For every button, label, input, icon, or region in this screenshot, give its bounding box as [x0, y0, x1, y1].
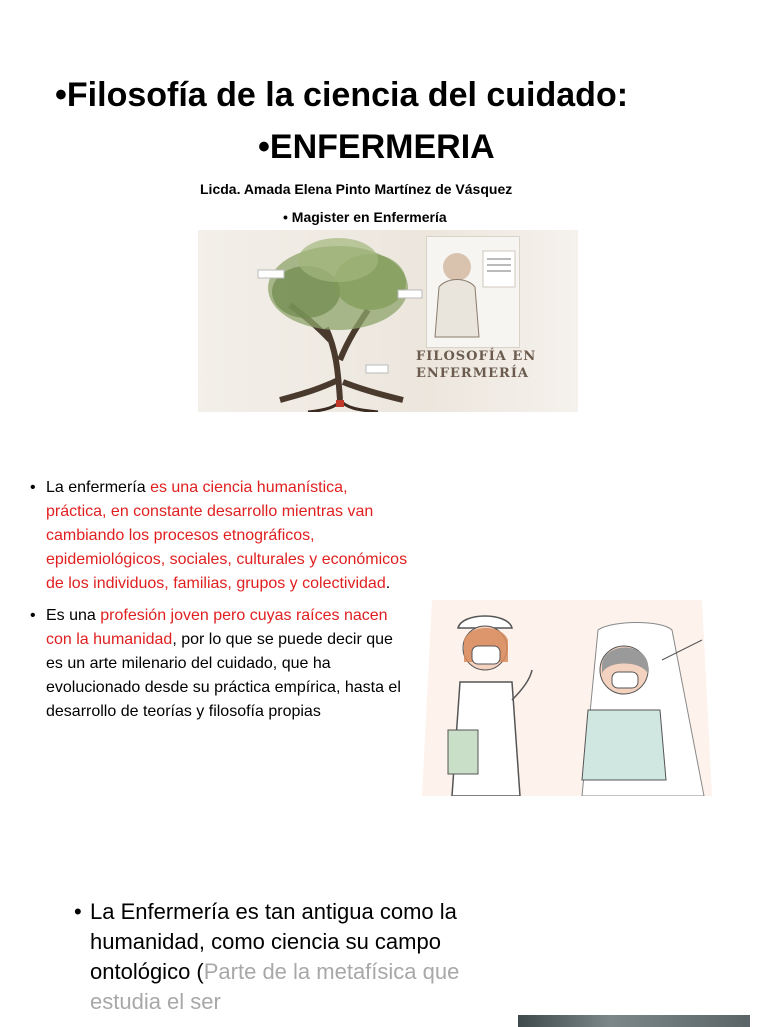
title-line-1: •Filosofía de la ciencia del cuidado: — [55, 76, 629, 114]
nurse-patient-drawing — [412, 590, 716, 796]
tree-illustration — [198, 230, 578, 412]
nurse-portrait-illustration — [427, 237, 519, 347]
bullet-item-2: • Es una profesión joven pero cuyas raíces nacen con la humanidad, por lo que se puede decir que es un arte milenario del cuidado, que ha evolucionado desde su práctica empírica, hasta el desarrollo de teorías y filosofía propias — [28, 604, 408, 724]
author-degree: • Magister en Enfermería — [283, 209, 447, 225]
hero-caption-line-1: FILOSOFÍA EN — [416, 349, 537, 364]
paragraph-3-text: La Enfermería es tan antigua como la humanidad, como ciencia su campo ontológico ( — [90, 899, 457, 984]
author-name: Licda. Amada Elena Pinto Martínez de Vásquez — [200, 181, 513, 197]
next-slide-thumbnail — [518, 1015, 750, 1027]
highlight-red-2: profesión joven pero cuyas raíces nacen con la humanidad — [46, 607, 388, 648]
nurse-patient-illustration — [412, 590, 716, 796]
paragraph-3 — [74, 897, 514, 1017]
paragraph-3-gray-text: Parte de la metafísica que estudia el ser — [90, 959, 460, 1014]
book-cover — [426, 236, 520, 348]
paragraph-3-bullet: • — [74, 899, 82, 924]
hero-caption-line-2: ENFERMERÍA — [416, 366, 530, 381]
bullet-list — [28, 476, 408, 732]
bullet-item-1: • La enfermería es una ciencia humanística, práctica, en constante desarrollo mientras van cambiando los procesos etnográficos, epidemiológicos, sociales, culturales y económicos de los individuos, familias, grupos y colectividad. — [28, 476, 408, 596]
highlight-red-1: es una ciencia humanística, práctica, en constante desarrollo mientras van cambiando los procesos etnográficos, epidemiológicos, sociales, culturales y económicos de los individuos, familias, grupos y colectividad — [46, 479, 408, 592]
philosophy-tree-image — [198, 230, 578, 412]
hero-caption — [416, 348, 536, 382]
title-line-2: •ENFERMERIA — [258, 128, 495, 166]
